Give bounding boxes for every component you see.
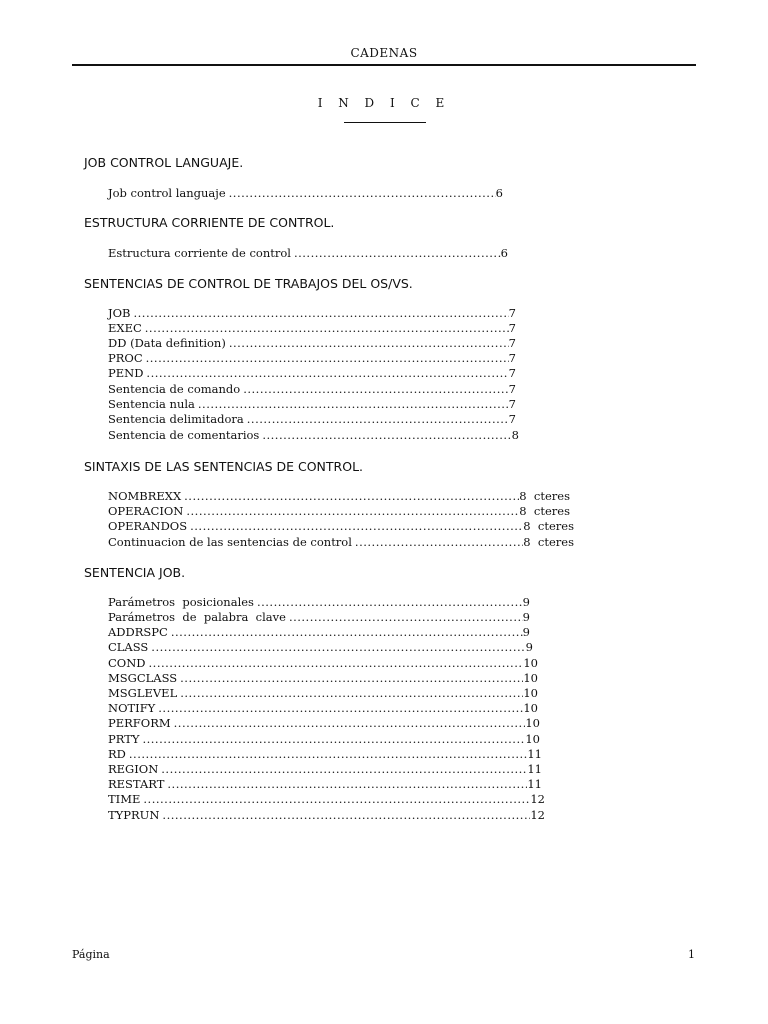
toc-dot-leader xyxy=(142,321,509,336)
toc-entry-label: Sentencia delimitadora xyxy=(108,412,244,426)
toc-entry xyxy=(108,186,503,201)
toc-entry-label: NOTIFY xyxy=(108,701,156,715)
index-title: I N D I C E xyxy=(317,96,451,110)
toc-entry-page: 8 xyxy=(511,428,519,442)
toc-entry-label: Job control languaje xyxy=(108,186,226,200)
toc-entry-page: 8 cteres xyxy=(519,489,570,503)
toc-entry xyxy=(108,412,516,427)
toc-entry-page: 7 xyxy=(508,336,516,350)
toc-dot-leader xyxy=(139,732,525,747)
toc-entry xyxy=(108,777,542,792)
toc-dot-leader xyxy=(259,428,511,443)
toc-entry xyxy=(108,535,574,550)
toc-entry xyxy=(108,716,540,731)
toc-dot-leader xyxy=(159,808,530,823)
toc-entry-page: 10 xyxy=(523,686,538,700)
toc-entry-page: 7 xyxy=(508,397,516,411)
toc-dot-leader xyxy=(171,716,526,731)
toc-entry xyxy=(108,382,516,397)
toc-entry xyxy=(108,792,545,807)
toc-entry-label: RD xyxy=(108,747,126,761)
toc-dot-leader xyxy=(146,656,524,671)
toc-entry xyxy=(108,246,508,261)
toc-entry xyxy=(108,747,542,762)
toc-dot-leader xyxy=(240,382,508,397)
toc-entry xyxy=(108,351,516,366)
toc-dot-leader xyxy=(195,397,509,412)
toc-entry-label: MSGLEVEL xyxy=(108,686,178,700)
toc-entry-label: RESTART xyxy=(108,777,165,791)
toc-entry-label: PROC xyxy=(108,351,143,365)
toc-entry xyxy=(108,504,570,519)
toc-entry xyxy=(108,428,519,443)
toc-entry-page: 10 xyxy=(523,656,538,670)
toc-entry-page: 7 xyxy=(508,321,516,335)
toc-entry-page: 8 cteres xyxy=(523,519,574,533)
toc-entry xyxy=(108,336,516,351)
toc-entry-page: 9 xyxy=(522,625,530,639)
toc-entry-label: JOB xyxy=(108,306,131,320)
toc-entry-label: MSGCLASS xyxy=(108,671,178,685)
toc-dot-leader xyxy=(254,595,523,610)
toc-entry-page: 12 xyxy=(530,808,545,822)
toc-dot-leader xyxy=(168,625,523,640)
toc-entry xyxy=(108,519,574,534)
toc-entry-page: 11 xyxy=(527,747,542,761)
toc-entry xyxy=(108,762,542,777)
toc-dot-leader xyxy=(183,504,519,519)
toc-entry-label: REGION xyxy=(108,762,159,776)
toc-dot-leader xyxy=(140,792,530,807)
toc-entry-label: TIME xyxy=(108,792,141,806)
toc-entry-page: 10 xyxy=(525,732,540,746)
toc-entry-label: PEND xyxy=(108,366,144,380)
toc-entry-label: ADDRSPC xyxy=(108,625,168,639)
section-heading: JOB CONTROL LANGUAJE. xyxy=(84,155,244,170)
toc-entry-page: 10 xyxy=(523,671,538,685)
toc-entry-label: PERFORM xyxy=(108,716,171,730)
toc-entry-page: 11 xyxy=(527,762,542,776)
footer-page-number: 1 xyxy=(688,948,695,961)
toc-entry-page: 9 xyxy=(522,610,530,624)
section-heading: SENTENCIA JOB. xyxy=(84,565,186,580)
toc-dot-leader xyxy=(244,412,509,427)
toc-entry-label: OPERANDOS xyxy=(108,519,188,533)
toc-entry-page: 10 xyxy=(523,701,538,715)
toc-dot-leader xyxy=(181,489,519,504)
toc-entry xyxy=(108,489,570,504)
toc-entry-label: NOMBREXX xyxy=(108,489,182,503)
toc-dot-leader xyxy=(148,640,525,655)
toc-entry-page: 7 xyxy=(508,351,516,365)
toc-entry-page: 11 xyxy=(527,777,542,791)
toc-entry xyxy=(108,686,538,701)
toc-entry xyxy=(108,625,530,640)
toc-entry-page: 8 cteres xyxy=(523,535,574,549)
toc-dot-leader xyxy=(164,777,527,792)
toc-entry-page: 6 xyxy=(500,246,508,260)
toc-dot-leader xyxy=(177,686,523,701)
toc-entry-label: Sentencia de comando xyxy=(108,382,241,396)
toc-entry-page: 7 xyxy=(508,382,516,396)
toc-entry-label: Sentencia de comentarios xyxy=(108,428,260,442)
toc-dot-leader xyxy=(352,535,523,550)
toc-dot-leader xyxy=(177,671,523,686)
toc-entry-page: 8 cteres xyxy=(519,504,570,518)
toc-entry-label: Continuacion de las sentencias de control xyxy=(108,535,352,549)
toc-entry-label: DD (Data definition) xyxy=(108,336,226,350)
toc-entry xyxy=(108,595,530,610)
toc-entry-label: OPERACION xyxy=(108,504,184,518)
page-header-title: CADENAS xyxy=(350,46,418,60)
toc-entry-label: Sentencia nula xyxy=(108,397,195,411)
toc-entry xyxy=(108,366,516,381)
toc-dot-leader xyxy=(286,610,523,625)
toc-entry xyxy=(108,671,538,686)
toc-dot-leader xyxy=(158,762,527,777)
toc-dot-leader xyxy=(291,246,501,261)
toc-entry xyxy=(108,656,538,671)
toc-entry xyxy=(108,701,538,716)
index-title-underline xyxy=(344,122,426,123)
toc-entry xyxy=(108,610,530,625)
toc-entry xyxy=(108,306,516,321)
toc-entry-page: 7 xyxy=(508,306,516,320)
toc-entry-page: 9 xyxy=(525,640,533,654)
toc-dot-leader xyxy=(226,336,509,351)
toc-dot-leader xyxy=(187,519,523,534)
toc-entry-page: 9 xyxy=(522,595,530,609)
toc-entry-label: COND xyxy=(108,656,146,670)
toc-entry-page: 10 xyxy=(525,716,540,730)
toc-entry-label: Parámetros de palabra clave xyxy=(108,610,286,624)
toc-entry-page: 7 xyxy=(508,412,516,426)
toc-dot-leader xyxy=(155,701,523,716)
toc-dot-leader xyxy=(126,747,527,762)
toc-entry xyxy=(108,321,516,336)
toc-entry-page: 7 xyxy=(508,366,516,380)
toc-entry xyxy=(108,732,540,747)
toc-entry-label: TYPRUN xyxy=(108,808,160,822)
section-heading: SINTAXIS DE LAS SENTENCIAS DE CONTROL. xyxy=(84,459,364,474)
section-heading: SENTENCIAS DE CONTROL DE TRABAJOS DEL OS/VS. xyxy=(84,276,413,291)
toc-dot-leader xyxy=(131,306,509,321)
toc-entry-label: PRTY xyxy=(108,732,140,746)
toc-entry-label: EXEC xyxy=(108,321,142,335)
section-heading: ESTRUCTURA CORRIENTE DE CONTROL. xyxy=(84,215,335,230)
toc-entry-page: 6 xyxy=(495,186,503,200)
toc-entry-label: CLASS xyxy=(108,640,149,654)
toc-entry xyxy=(108,397,516,412)
toc-dot-leader xyxy=(143,351,509,366)
footer-page-label: Página xyxy=(72,948,110,961)
toc-entry-label: Parámetros posicionales xyxy=(108,595,254,609)
toc-dot-leader xyxy=(226,186,496,201)
toc-entry-label: Estructura corriente de control xyxy=(108,246,291,260)
toc-entry xyxy=(108,640,533,655)
toc-dot-leader xyxy=(143,366,508,381)
toc-entry-page: 12 xyxy=(530,792,545,806)
toc-entry xyxy=(108,808,545,823)
header-rule xyxy=(72,64,696,66)
